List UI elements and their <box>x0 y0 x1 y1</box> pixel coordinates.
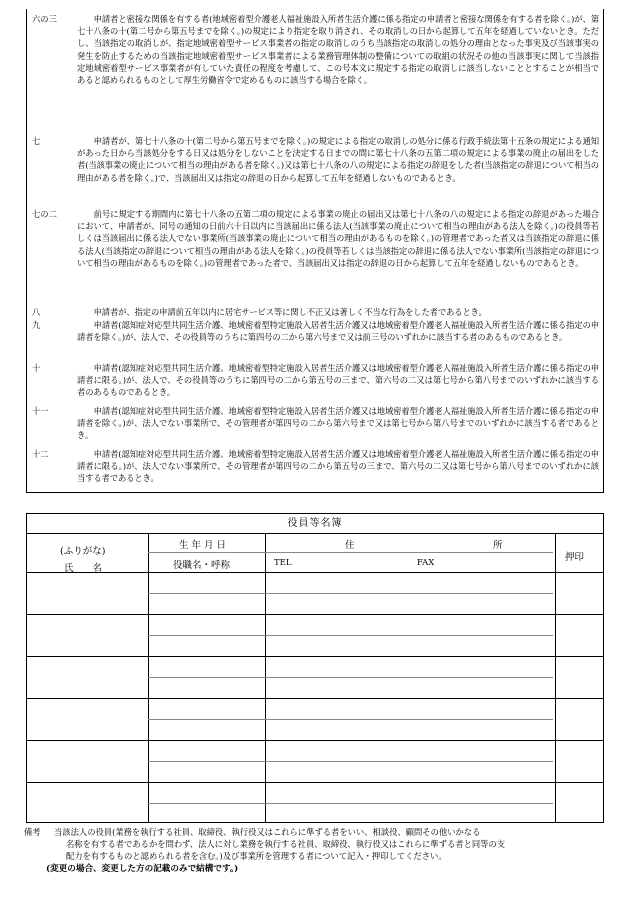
table-row <box>27 782 603 823</box>
header-furigana: (ふりがな) <box>60 546 106 557</box>
remarks-line: 当該法人の役員(業務を執行する社員、取締役、執行役又はこれらに準ずる者をいい、相談役、顧問その他いかなる <box>54 827 481 837</box>
table-title: 役員等名簿 <box>27 514 603 534</box>
header-fax: FAX <box>417 558 435 568</box>
header-address-part-1: 住 <box>345 540 355 551</box>
clause-text: 申請者が、指定の申請前五年以内に居宅サービス等に関し不正又は著しく不当な行為をした者であるとき。 <box>93 307 487 317</box>
clause-number: 十二 <box>32 449 49 459</box>
header-seal: 押印 <box>565 552 585 563</box>
header-tel: TEL <box>274 558 292 568</box>
remarks-line: 配力を有するものと認められる者を含む。)及び事業所を管理する者について記入・押印してください。 <box>66 851 447 861</box>
clause-text: 申請者(認知症対応型共同生活介護、地域密着型特定施設入居者生活介護又は地域密着型介護老人福祉施設入所者生活介護に係る指定の申請者に限る。)が、法人で、その役員等のうちに第四号の二から第五号の三まで、第六号の二又は第七号から第八号までのいずれかに該当する者のあるものであるとき。 <box>77 363 599 398</box>
table-row <box>27 698 603 740</box>
clause-number: 七 <box>32 136 41 146</box>
remarks-label: 備考 <box>24 827 41 837</box>
clause-number: 七の二 <box>32 209 57 219</box>
clause-number: 十一 <box>32 406 49 416</box>
clause-text: 前号に規定する期間内に第七十八条の五第二項の規定による事業の廃止の届出又は第七十八条の八の規定による指定の辞退があった場合において、申請者が、同号の通知の日前六十日以内に当該届出に係る法人(当該事業の廃止について相当の理由がある法人を除く。)の役員等若しくは当該届出に係る法人でない事業所(当該事業の廃止について相当の理由があるものを除く。)の管理者であった者又は当該指定の辞退に係る法人(当該指定の辞退について相当の理由がある法人を除く。)の役員等若しくは当該指定の辞退に係る法人でない事業所(当該指定の辞退について相当の理由があるものを除く。)の管理者であった者で、当該届出又は指定の辞退の日から起算して五年を経過しないものであるとき。 <box>77 209 599 268</box>
remarks-line: 名称を有する者であるかを問わず、法人に対し業務を執行する社員、取締役、執行役又はこれらに準ずる者と同等の支 <box>66 839 506 849</box>
header-address-part-2: 所 <box>493 540 503 551</box>
header-position: 役職名・呼称 <box>173 560 231 571</box>
header-name: 氏 名 <box>64 563 103 574</box>
table-row <box>27 572 603 614</box>
table-row <box>27 740 603 782</box>
clause-number: 六の三 <box>32 14 57 24</box>
clause-text: 申請者(認知症対応型共同生活介護、地域密着型特定施設入居者生活介護又は地域密着型介護老人福祉施設入所者生活介護に係る指定の申請者を除く。)が、法人でない事業所で、その管理者が第四号の二から第六号まで又は第七号から第八号までのいずれかに該当する者であるとき。 <box>77 406 599 441</box>
officers-table <box>26 513 604 823</box>
clause-text: 申請者が、第七十八条の十(第二号から第五号までを除く。)の規定による指定の取消しの処分に係る行政手続法第十五条の規定による通知があった日から当該処分をする日又は処分をしないことを決定する日までの間に第七十八条の五第二項の規定による事業の廃止の届出をした者(当該事業の廃止について相当の理由がある者を除く。)又は第七十八条の八の規定による指定の辞退をした者(当該指定の辞退について相当の理由がある者を除く。)で、当該届出又は指定の辞退の日から起算して五年を経過しないものであるとき。 <box>77 136 599 183</box>
clause-box <box>26 9 604 493</box>
remarks-body <box>54 826 604 862</box>
clause-number: 九 <box>32 320 41 330</box>
clause-text: 申請者と密接な関係を有する者(地域密着型介護老人福祉施設入所者生活介護に係る指定の申請者と密接な関係を有する者を除く。)が、第七十八条の十(第二号から第五号までを除く。)の規定により指定を取り消され、その取消しの日から起算して五年を経過していないとき。ただし、当該指定の取消しが、指定地域密着型サービス事業者の指定の取消しのうち当該指定の取消しの処分の理由となった事実及び当該事実の発生を防止するための当該指定地域密着型サービス事業者による業務管理体制の整備についての取組の状況その他の当該事実に関して当該指定地域密着型サービス事業者が有していた責任の程度を考慮して、この号本文に規定する指定の取消しに該当しないこととすることが相当であると認められるものとして厚生労働省令で定めるものに該当する場合を除く。 <box>77 14 599 86</box>
header-subdivider <box>148 552 553 553</box>
clause-text: 申請者(認知症対応型共同生活介護、地域密着型特定施設入居者生活介護又は地域密着型介護老人福祉施設入所者生活介護に係る指定の申請者に限る。)が、法人でない事業所で、その管理者が第四号の二から第五号の三まで、第六号の二又は第七号から第八号までのいずれかに該当する者であるとき。 <box>77 449 599 484</box>
clause-text: 申請者(認知症対応型共同生活介護、地域密着型特定施設入居者生活介護又は地域密着型介護老人福祉施設入所者生活介護に係る指定の申請者を除く。)が、法人で、その役員等のうちに第四号の二から第六号まで又は前三号のいずれかに該当する者のあるものであるとき。 <box>77 320 599 343</box>
header-birthdate: 生 年 月 日 <box>179 540 227 551</box>
change-note: (変更の場合、変更した方の記載のみで結構です。) <box>46 864 239 874</box>
clause-number: 十 <box>32 363 41 373</box>
clause-number: 八 <box>32 307 41 317</box>
table-row <box>27 656 603 698</box>
table-row <box>27 614 603 656</box>
